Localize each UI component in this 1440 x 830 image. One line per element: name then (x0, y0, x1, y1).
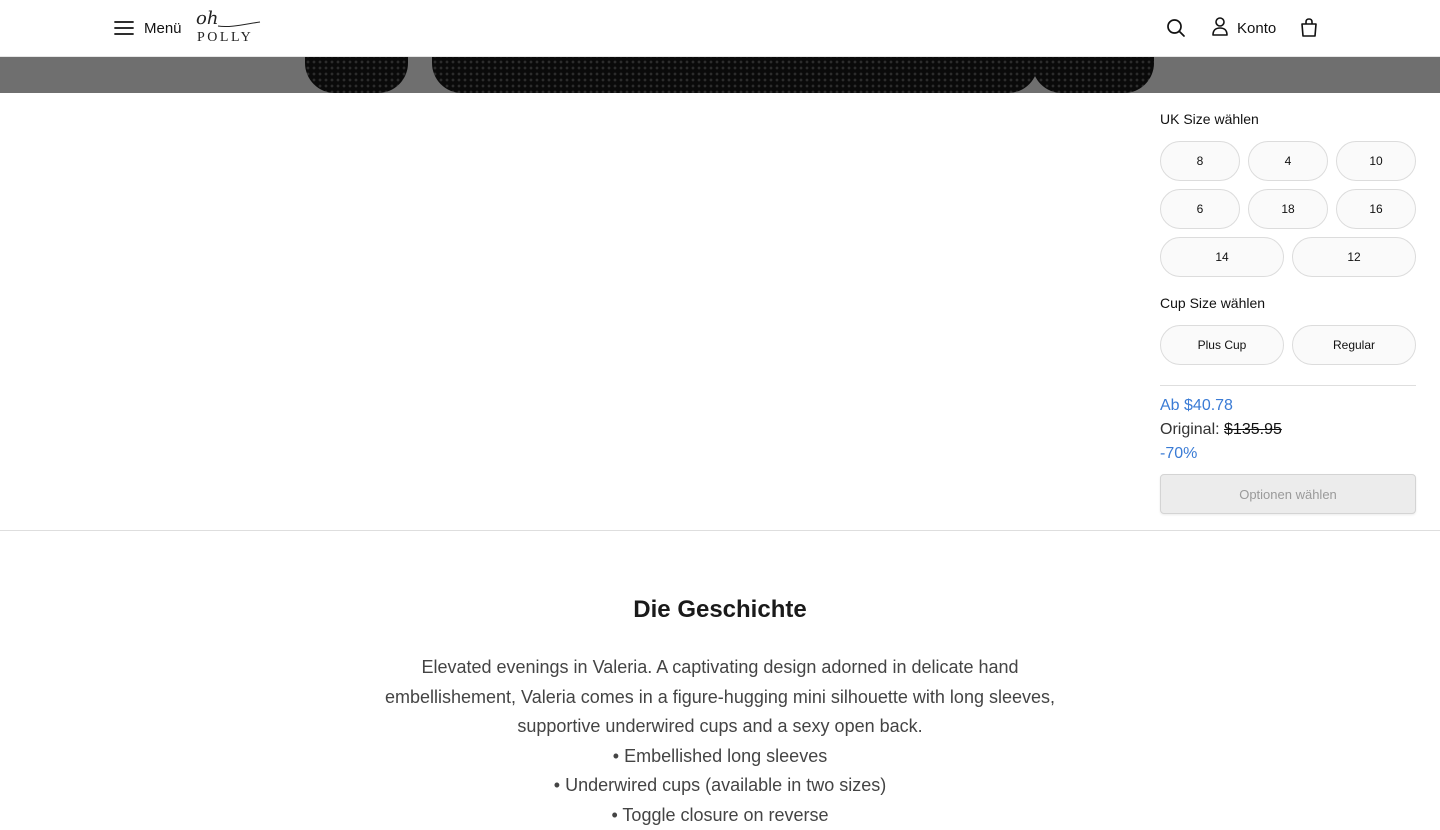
uk-size-title: UK Size wählen (1160, 111, 1259, 127)
discount-badge: -70% (1160, 445, 1197, 463)
size-option-14[interactable]: 14 (1160, 237, 1284, 277)
price-divider (1160, 385, 1416, 386)
logo-oh-text: oh (196, 8, 218, 29)
shopping-bag-icon (1300, 24, 1318, 41)
section-divider (0, 530, 1440, 531)
user-icon (1211, 16, 1229, 41)
account-button[interactable] (1211, 17, 1276, 39)
cup-size-title: Cup Size wählen (1160, 295, 1265, 311)
cup-option-regular[interactable]: Regular (1292, 325, 1416, 365)
sale-price: Ab $40.78 (1160, 397, 1233, 415)
brand-logo[interactable] (196, 10, 262, 46)
search-button[interactable] (1166, 18, 1186, 38)
original-price-row (1160, 421, 1282, 439)
menu-label: Menü (144, 20, 182, 37)
size-option-10[interactable]: 10 (1336, 141, 1416, 181)
choose-options-button[interactable]: Optionen wählen (1160, 474, 1416, 514)
account-label: Konto (1237, 20, 1276, 37)
product-image-strip (0, 57, 1440, 93)
original-price-value: $135.95 (1224, 421, 1282, 438)
site-header (0, 0, 1440, 57)
menu-button[interactable] (114, 17, 182, 39)
hamburger-icon (114, 20, 134, 36)
story-body (380, 653, 1060, 830)
story-title: Die Geschichte (0, 596, 1440, 624)
cart-button[interactable] (1300, 17, 1320, 39)
cup-option-plus[interactable]: Plus Cup (1160, 325, 1284, 365)
size-option-8[interactable]: 8 (1160, 141, 1240, 181)
story-bullet: • Underwired cups (available in two sizes) (380, 771, 1060, 801)
size-option-4[interactable]: 4 (1248, 141, 1328, 181)
logo-polly-text: POLLY (197, 30, 253, 46)
search-icon (1166, 25, 1186, 42)
story-paragraph: Elevated evenings in Valeria. A captivating design adorned in delicate hand embellishement, Valeria comes in a figure-hugging mini silhouette with long sleeves, supportive underwired cups and a sexy open back. (380, 653, 1060, 742)
size-option-18[interactable]: 18 (1248, 189, 1328, 229)
size-option-12[interactable]: 12 (1292, 237, 1416, 277)
story-bullet: • Toggle closure on reverse (380, 801, 1060, 830)
original-price-label: Original: (1160, 421, 1220, 438)
size-option-16[interactable]: 16 (1336, 189, 1416, 229)
size-option-6[interactable]: 6 (1160, 189, 1240, 229)
story-bullet: • Embellished long sleeves (380, 742, 1060, 772)
logo-swash (210, 10, 262, 32)
